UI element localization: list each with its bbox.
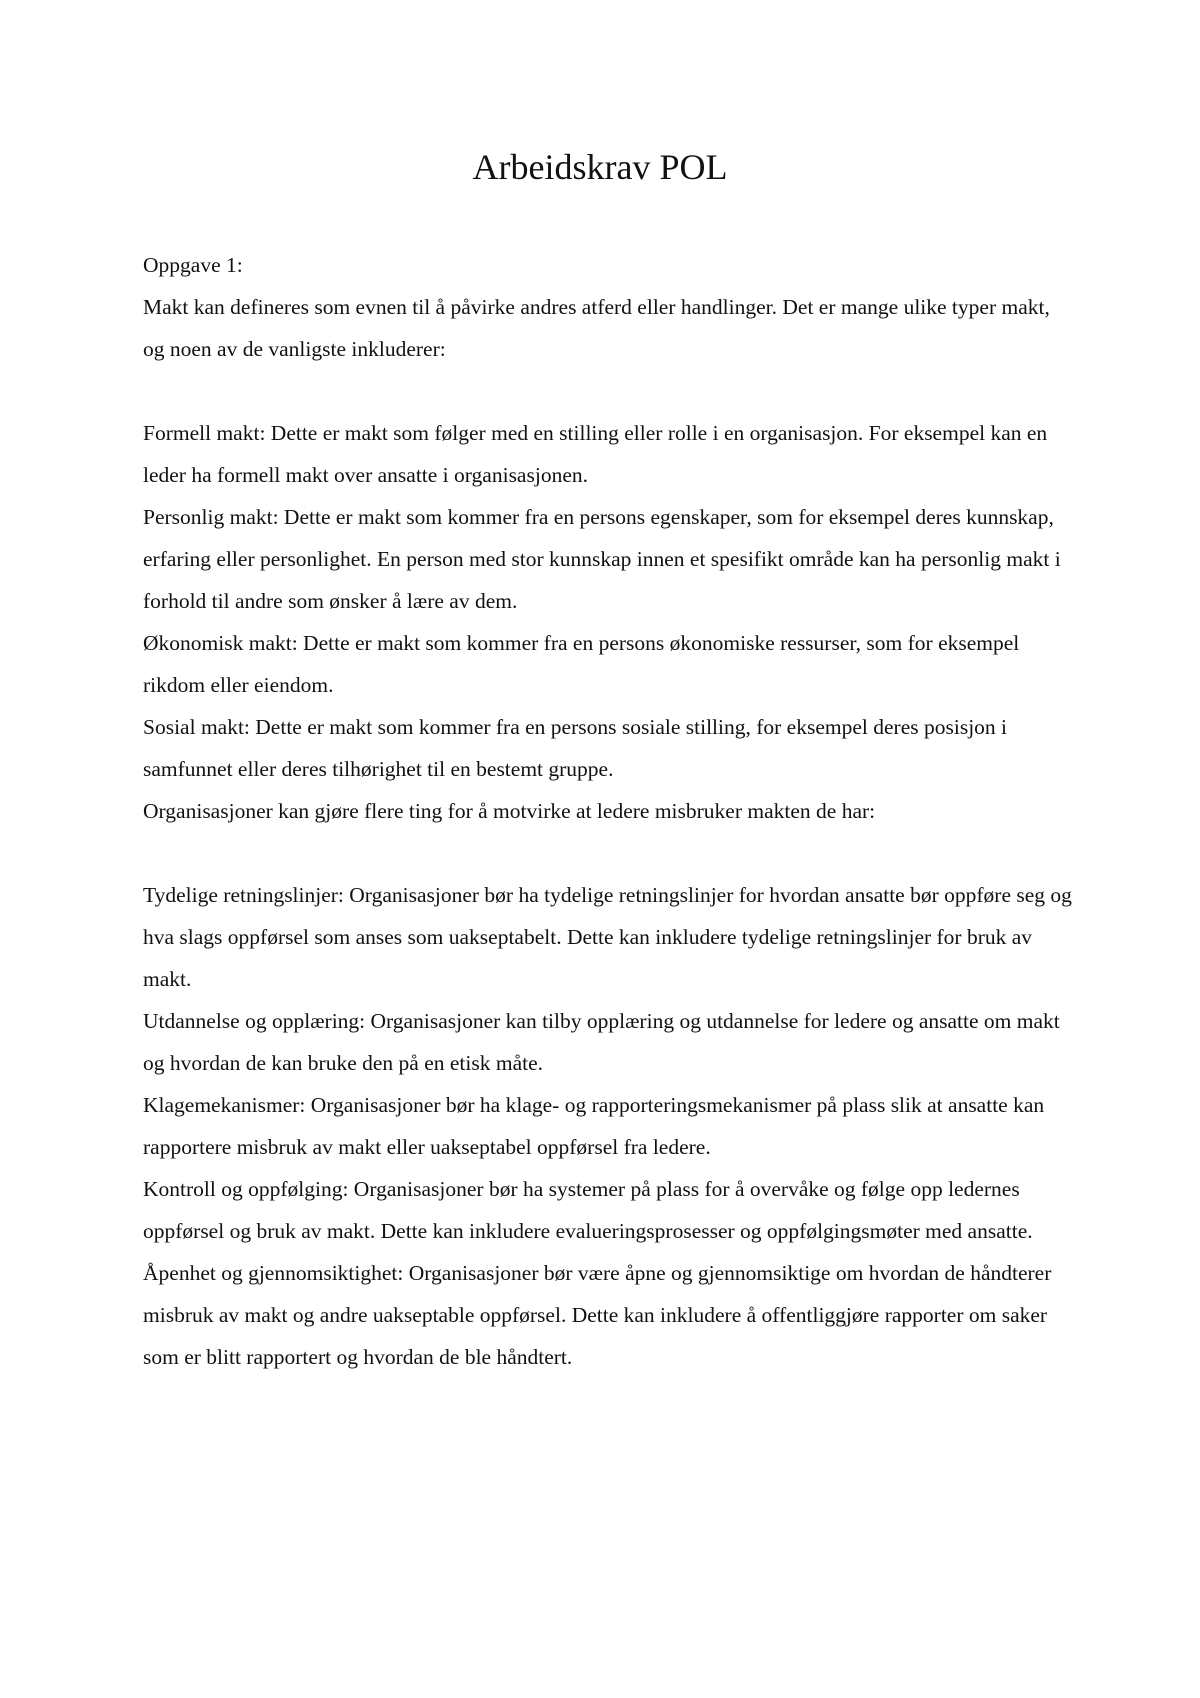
document-title: Arbeidskrav POL [472,147,728,187]
paragraph-spacer [143,832,1073,874]
measure-complaints: Klagemekanismer: Organisasjoner bør ha klage- og rapporteringsmekanismer på plass slik at ansatte kan rapportere misbruk av makt eller uakseptabel oppførsel fra ledere. [143,1093,1045,1159]
measure-training: Utdannelse og opplæring: Organisasjoner kan tilby opplæring og utdannelse for ledere og ansatte om makt og hvordan de kan bruke den på en etisk måte. [143,1009,1060,1075]
power-type-social: Sosial makt: Dette er makt som kommer fra en persons sosiale stilling, for eksempel deres posisjon i samfunnet eller deres tilhørighet til en bestemt gruppe. [143,715,1008,781]
power-type-economic: Økonomisk makt: Dette er makt som kommer fra en persons økonomiske ressurser, som for eksempel rikdom eller eiendom. [143,631,1020,697]
task-heading: Oppgave 1: [143,253,243,277]
power-type-personal: Personlig makt: Dette er makt som kommer fra en persons egenskaper, som for eksempel deres kunnskap, erfaring eller personlighet. En person med stor kunnskap innen et spesifikt område kan ha personlig makt i forhold til andre som ønsker å lære av dem. [143,505,1061,613]
paragraph-spacer [143,370,1073,412]
power-type-formal: Formell makt: Dette er makt som følger med en stilling eller rolle i en organisasjon. For eksempel kan en leder ha formell makt over ansatte i organisasjonen. [143,421,1048,487]
measure-control: Kontroll og oppfølging: Organisasjoner bør ha systemer på plass for å overvåke og følge opp ledernes oppførsel og bruk av makt. Dette kan inkludere evalueringsprosesser og oppfølgingsmøter med ansatte. [143,1177,1033,1243]
measures-intro: Organisasjoner kan gjøre flere ting for å motvirke at ledere misbruker makten de har: [143,799,876,823]
intro-paragraph: Makt kan defineres som evnen til å påvirke andres atferd eller handlinger. Det er mange ulike typer makt, og noen av de vanligste inkluderer: [143,295,1050,361]
measure-transparency: Åpenhet og gjennomsiktighet: Organisasjoner bør være åpne og gjennomsiktige om hvordan de håndterer misbruk av makt og andre uakseptable oppførsel. Dette kan inkludere å offentliggjøre rapporter om saker som er blitt rapportert og hvordan de ble håndtert. [143,1261,1052,1369]
document-body [143,244,1073,1378]
measure-guidelines: Tydelige retningslinjer: Organisasjoner bør ha tydelige retningslinjer for hvordan ansatte bør oppføre seg og hva slags oppførsel som anses som uakseptabelt. Dette kan inkludere tydelige retningslinjer for bruk av makt. [143,883,1072,991]
